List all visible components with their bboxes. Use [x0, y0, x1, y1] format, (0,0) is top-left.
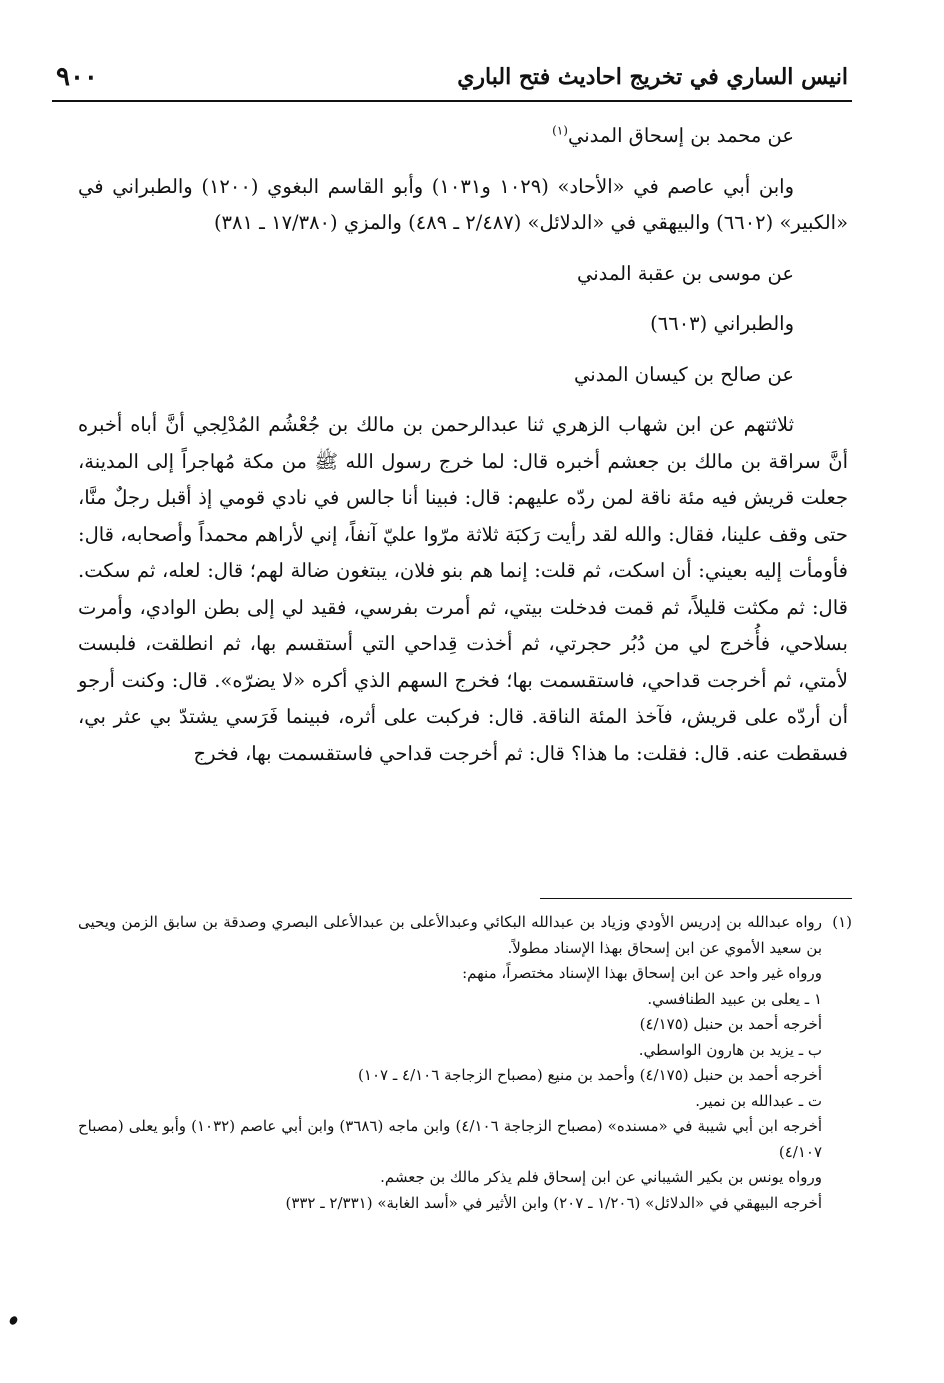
paragraph-chain-1 — [78, 118, 848, 155]
footnote-line: رواه عبدالله بن إدريس الأودي وزياد بن عبدالله البكائي وعبدالأعلى بن عبدالأعلى البصري وصدقة بن سابق الزمن ويحيى بن سعيد الأموي عن ابن إسحاق بهذا الإسناد مطولاً. — [78, 913, 822, 957]
footnote-line: ورواه يونس بن بكير الشيباني عن ابن إسحاق فلم يذكر مالك بن جعشم. — [380, 1168, 822, 1186]
footnote-line: أخرجه ابن أبي شيبة في «مسنده» (مصباح الزجاجة ٤/١٠٦) وابن ماجه (٣٦٨٦) وابن أبي عاصم (١٠٣٢) وأبو يعلى (مصباح ٤/١٠٧) — [78, 1117, 823, 1161]
page-number: ٩٠٠ — [56, 62, 98, 92]
footnote-line: ١ ـ يعلى بن عبيد الطنافسي. — [647, 989, 822, 1008]
footnote-1 — [78, 910, 852, 1216]
footnote-line: أخرجه البيهقي في «الدلائل» (١/٢٠٦ ـ ٢٠٧) وابن الأثير في «أسد الغابة» (٢/٣٣١ ـ ٣٣٢) — [285, 1193, 822, 1212]
page-header — [52, 58, 852, 102]
footnote-line: ب ـ يزيد بن هارون الواسطي. — [638, 1040, 822, 1059]
book-title: انيس الساري في تخريج احاديث فتح الباري — [457, 64, 848, 90]
main-text — [78, 118, 848, 772]
footnote-body — [78, 910, 822, 1216]
footnotes — [78, 910, 852, 1216]
footnote-line: ورواه غير واحد عن ابن إسحاق بهذا الإسناد مختصراً، منهم: — [462, 964, 822, 982]
paragraph-chain-3: عن صالح بن كيسان المدني — [574, 362, 794, 386]
paragraph-chain-2: عن موسى بن عقبة المدني — [576, 261, 794, 285]
footnote-line: أخرجه أحمد بن حنبل (٤/١٧٥) وأحمد بن منيع (مصباح الزجاجة ٤/١٠٦ ـ ١٠٧) — [358, 1066, 822, 1084]
footnote-reference: (١) — [552, 123, 568, 138]
footnote-marker: (١) — [832, 913, 852, 931]
paragraph-sources-1: وابن أبي عاصم في «الأحاد» (١٠٢٩ و١٠٣١) وأبو القاسم البغوي (١٢٠٠) والطبراني في «الكبير» (٦٦٠٢) والبيهقي في «الدلائل» (٢/٤٨٧ ـ ٤٨٩) والمزي (١٧/٣٨٠ ـ ٣٨١) — [78, 174, 848, 234]
page-mark — [8, 1315, 19, 1326]
paragraph-hadith: ثلاثتهم عن ابن شهاب الزهري ثنا عبدالرحمن بن مالك بن جُعْشُم المُدْلِجي أنَّ أباه أخبره أنَّ سراقة بن مالك بن جعشم أخبره قال: لما خرج رسول الله ﷺ من مكة مُهاجراً إلى المدينة، جعلت قريش فيه مئة ناقة لمن ردّه عليهم: قال: فبينا أنا جالس في نادي قومي إذ أقبل رجلٌ منَّا، حتى وقف علينا، فقال: والله لقد رأيت رَكبَة ثلاثة مرّوا عليّ آنفاً، إني لأراهم محمداً وأصحابه، قال: فأومأت إليه بعيني: أن اسكت، ثم قلت: إنما هم بنو فلان، يبتغون ضالة لهم؛ قال: لعله، ثم سكت. قال: ثم مكثت قليلاً، ثم قمت فدخلت بيتي، ثم أمرت بفرسي، فقيد لي إلى بطن الوادي، وأمرت بسلاحي، فأُخرج لي من دُبُر حجرتي، ثم أخذت قِداحي التي أستقسم بها، ثم انطلقت، فلبست لأمتي، ثم أخرجت قداحي، فاستقسمت بها؛ فخرج السهم الذي أكره «لا يضرّه». قال: وكنت أرجو أن أردّه على قريش، فآخذ المئة الناقة. قال: فركبت على أثره، فبينما فَرَسي يشتدّ بي عثر بي، فسقطت عنه. قال: فقلت: ما هذا؟ قال: ثم أخرجت قداحي فاستقسمت بها، فخرج — [78, 413, 848, 765]
footnote-line: أخرجه أحمد بن حنبل (٤/١٧٥) — [639, 1015, 822, 1033]
footnote-divider — [540, 898, 852, 899]
footnote-line: ت ـ عبدالله بن نمير. — [695, 1091, 822, 1110]
paragraph-sources-2: والطبراني (٦٦٠٣) — [650, 312, 794, 335]
paragraph-text: عن محمد بن إسحاق المدني — [567, 124, 794, 147]
